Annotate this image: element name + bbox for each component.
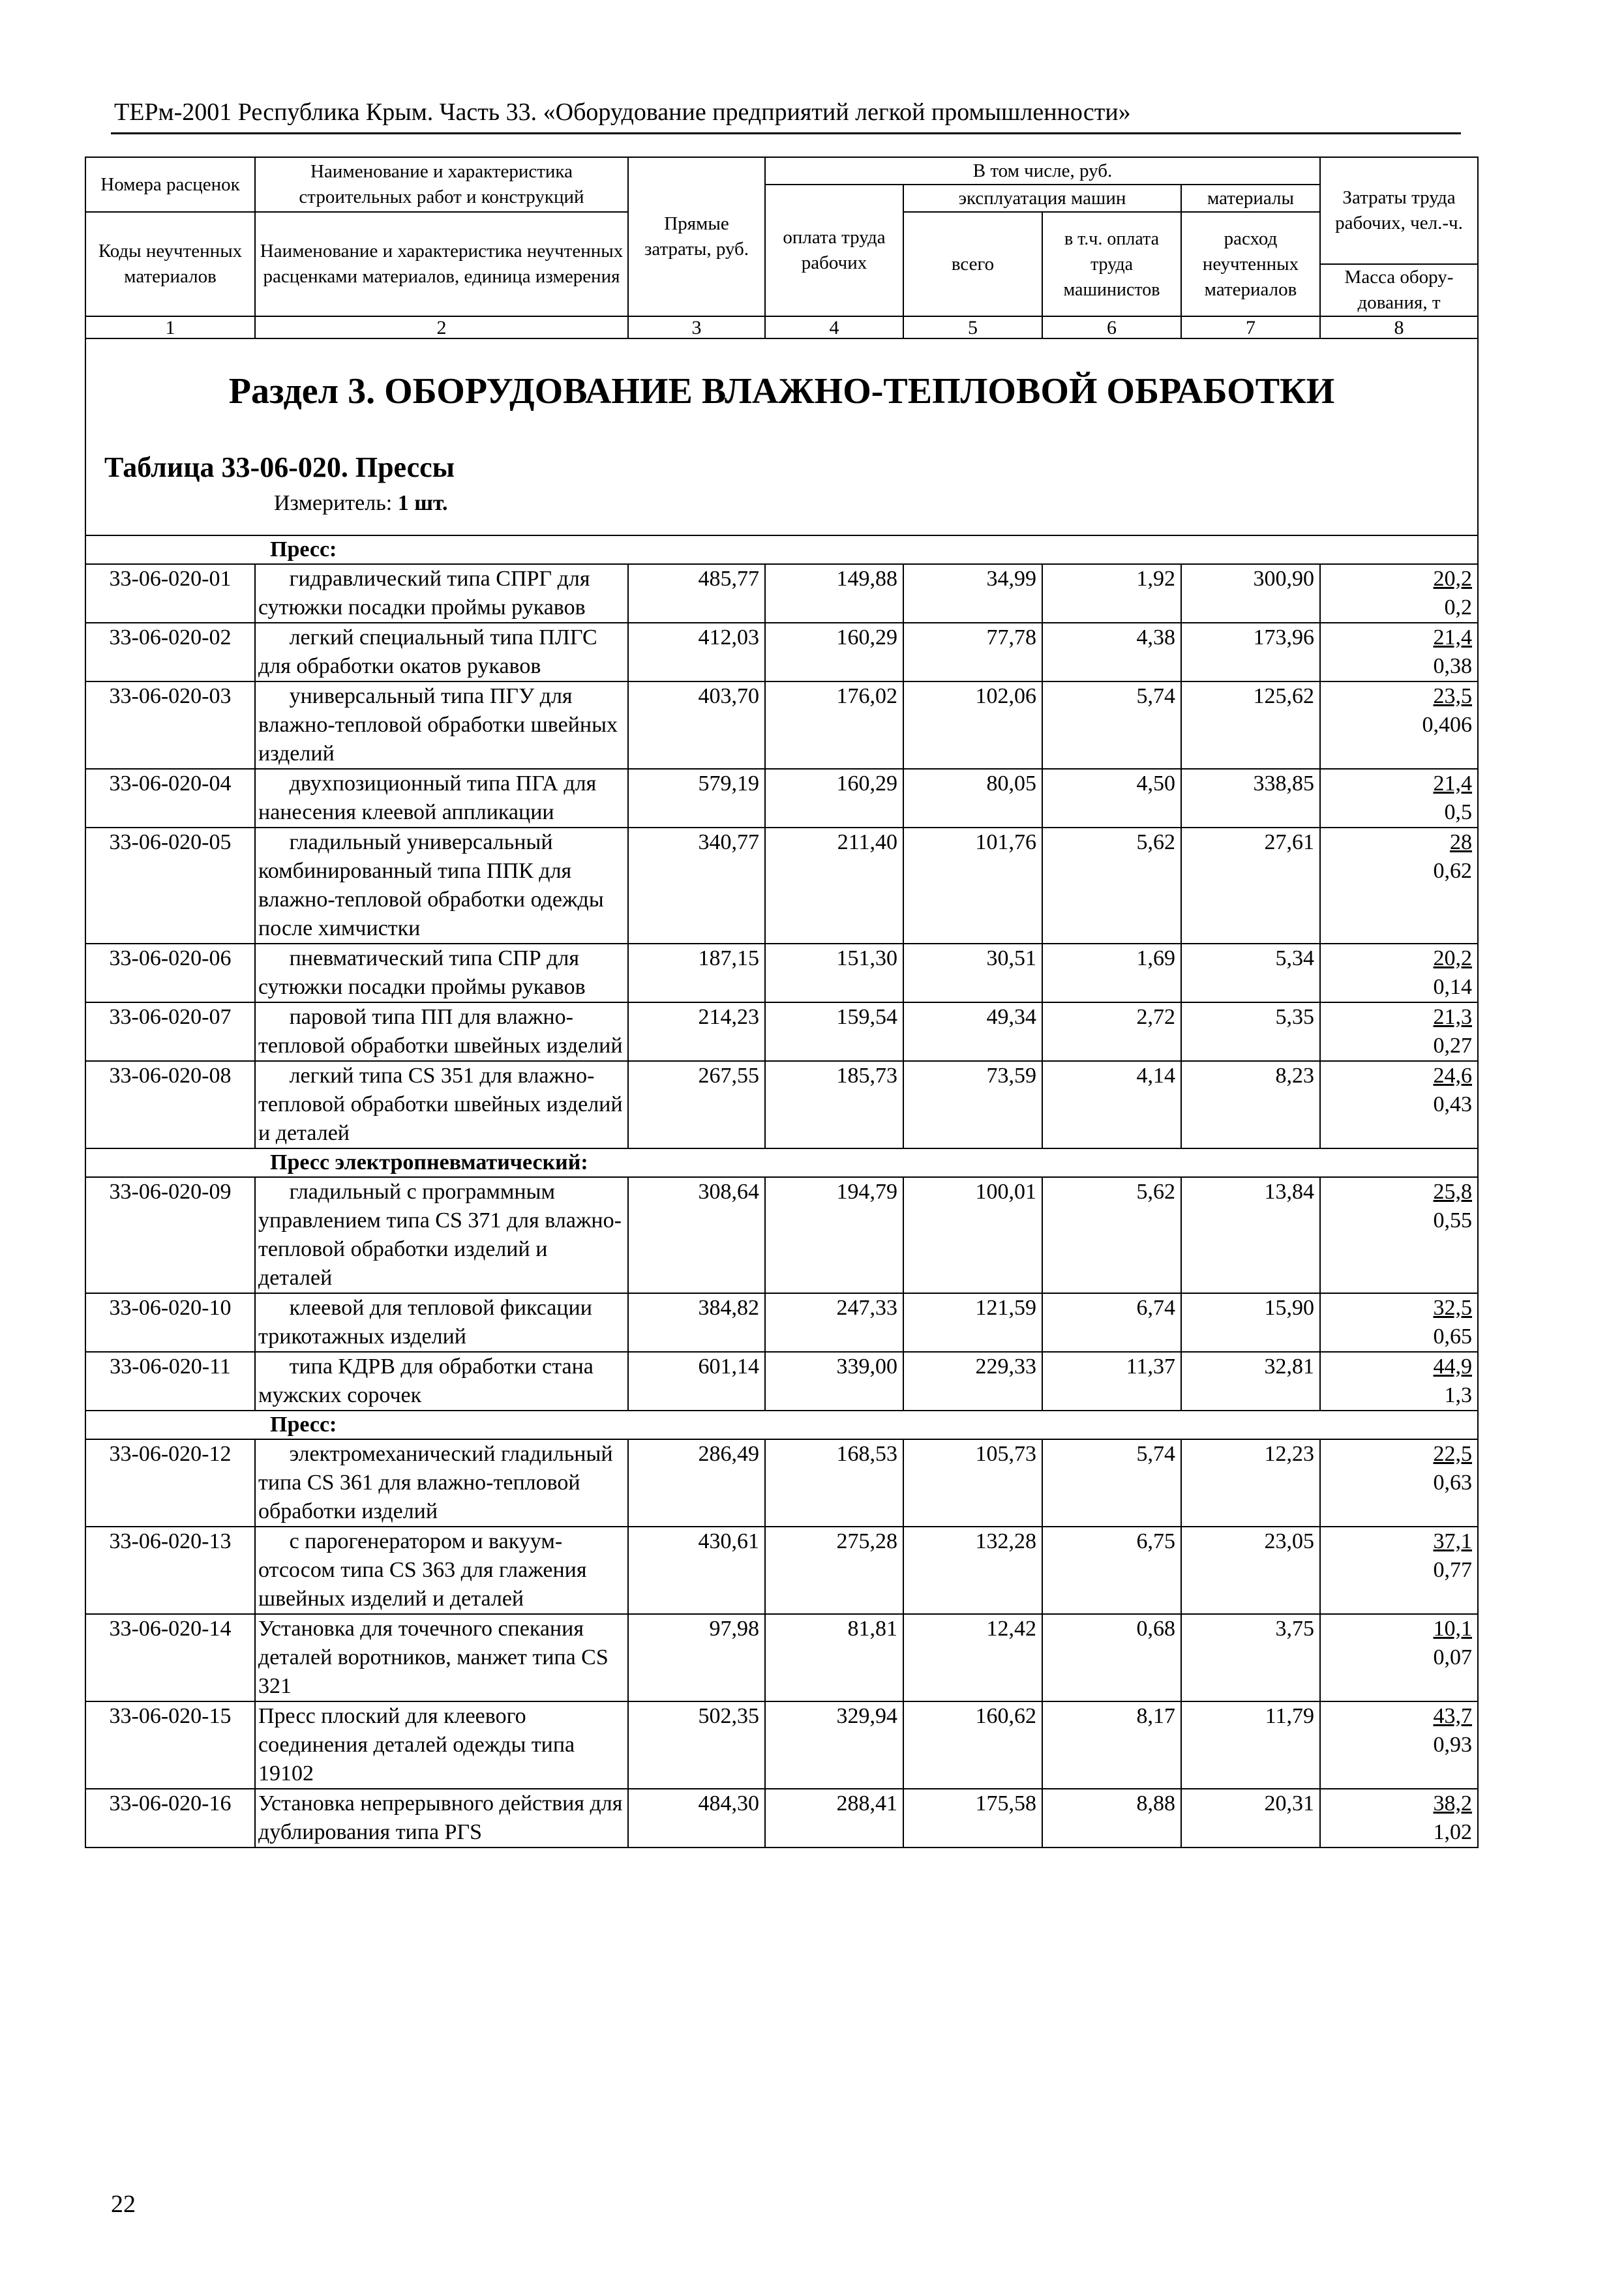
rate-name: Установка непрерывного действия для дублирования типа PГS (255, 1789, 628, 1848)
materials-cost: 15,90 (1181, 1293, 1320, 1352)
equipment-mass: 0,65 (1433, 1324, 1472, 1349)
col8-bottom-header: Масса обору- дования, т (1320, 264, 1478, 316)
materials-cost: 12,23 (1181, 1439, 1320, 1527)
materials-cost: 13,84 (1181, 1177, 1320, 1293)
including-header: В том числе, руб. (765, 157, 1320, 185)
section-title: Раздел 3. ОБОРУДОВАНИЕ ВЛАЖНО-ТЕПЛОВОЙ ОБРАБОТКИ (228, 371, 1335, 411)
rate-name: паровой типа ПП для влажно-тепловой обработки швейных изделий (255, 1002, 628, 1061)
labor-and-mass (1320, 828, 1478, 944)
machines-cost: 229,33 (903, 1352, 1042, 1411)
materials-cost: 8,23 (1181, 1061, 1320, 1148)
measure-label: Измеритель: (274, 491, 393, 515)
rate-name: двухпозиционный типа ПГА для нанесения клеевой аппликации (255, 769, 628, 828)
labor-cost: 20,2 (1433, 567, 1472, 591)
col3-header: Прямые затраты, руб. (628, 157, 765, 316)
rate-name: универсальный типа ПГУ для влажно-тепловой обработки швейных изделий (255, 681, 628, 769)
equipment-mass: 0,93 (1433, 1733, 1472, 1757)
wages-cost: 160,29 (765, 623, 903, 681)
col1-top-header: Номера расценок (85, 157, 255, 212)
rate-code: 33-06-020-09 (85, 1177, 255, 1293)
labor-cost: 21,4 (1433, 625, 1472, 650)
column-number: 7 (1181, 316, 1320, 338)
materials-cost: 5,35 (1181, 1002, 1320, 1061)
operators-cost: 5,74 (1042, 681, 1181, 769)
machines-header: эксплуатация машин (903, 185, 1181, 212)
table-row (85, 944, 1478, 1002)
rate-code: 33-06-020-04 (85, 769, 255, 828)
rate-code: 33-06-020-08 (85, 1061, 255, 1148)
col2-bottom-header: Наименование и характеристика неучтенных расценками материалов, единица измерения (255, 212, 628, 316)
materials-cost: 173,96 (1181, 623, 1320, 681)
materials-cost: 11,79 (1181, 1701, 1320, 1789)
labor-cost: 10,1 (1433, 1617, 1472, 1641)
table-row (85, 1527, 1478, 1614)
machines-cost: 105,73 (903, 1439, 1042, 1527)
rate-name: гладильный с программным управлением типа CS 371 для влажно-тепловой обработки изделий и деталей (255, 1177, 628, 1293)
direct-cost: 384,82 (628, 1293, 765, 1352)
machines-cost: 12,42 (903, 1614, 1042, 1701)
labor-cost: 22,5 (1433, 1442, 1472, 1466)
direct-cost: 485,77 (628, 564, 765, 623)
machines-cost: 175,58 (903, 1789, 1042, 1848)
col8-top-header: Затраты труда рабочих, чел.-ч. (1320, 157, 1478, 264)
section-block (85, 338, 1478, 535)
column-number: 1 (85, 316, 255, 338)
operators-cost: 4,38 (1042, 623, 1181, 681)
column-number: 6 (1042, 316, 1181, 338)
operators-cost: 6,75 (1042, 1527, 1181, 1614)
labor-and-mass (1320, 1293, 1478, 1352)
machines-cost: 132,28 (903, 1527, 1042, 1614)
materials-cost: 32,81 (1181, 1352, 1320, 1411)
materials-cost: 338,85 (1181, 769, 1320, 828)
wages-cost: 339,00 (765, 1352, 903, 1411)
labor-cost: 32,5 (1433, 1296, 1472, 1320)
labor-and-mass (1320, 1002, 1478, 1061)
machines-cost: 30,51 (903, 944, 1042, 1002)
column-number: 4 (765, 316, 903, 338)
rate-name: типа КДРВ для обработки стана мужских сорочек (255, 1352, 628, 1411)
direct-cost: 187,15 (628, 944, 765, 1002)
rate-name: с парогенератором и вакуум-отсосом типа CS 363 для глажения швейных изделий и деталей (255, 1527, 628, 1614)
labor-cost: 44,9 (1433, 1354, 1472, 1379)
direct-cost: 403,70 (628, 681, 765, 769)
equipment-mass: 0,406 (1422, 713, 1472, 737)
direct-cost: 308,64 (628, 1177, 765, 1293)
equipment-mass: 0,27 (1433, 1034, 1472, 1058)
wages-cost: 211,40 (765, 828, 903, 944)
equipment-mass: 1,3 (1444, 1383, 1472, 1407)
rate-code: 33-06-020-01 (85, 564, 255, 623)
machines-cost: 102,06 (903, 681, 1042, 769)
wages-cost: 329,94 (765, 1701, 903, 1789)
machines-cost: 34,99 (903, 564, 1042, 623)
table-row (85, 564, 1478, 623)
direct-cost: 267,55 (628, 1061, 765, 1148)
labor-cost: 24,6 (1433, 1064, 1472, 1088)
rate-code: 33-06-020-05 (85, 828, 255, 944)
materials-header: материалы (1181, 185, 1320, 212)
equipment-mass: 0,38 (1433, 654, 1472, 678)
operators-cost: 4,50 (1042, 769, 1181, 828)
materials-cost: 23,05 (1181, 1527, 1320, 1614)
equipment-mass: 0,5 (1444, 800, 1472, 824)
machines-cost: 121,59 (903, 1293, 1042, 1352)
operators-cost: 8,88 (1042, 1789, 1181, 1848)
machines-cost: 73,59 (903, 1061, 1042, 1148)
rate-name: гладильный универсальный комбинированный типа ППК для влажно-тепловой обработки одежды после химчистки (255, 828, 628, 944)
table-row (85, 681, 1478, 769)
materials-cost: 20,31 (1181, 1789, 1320, 1848)
column-number: 5 (903, 316, 1042, 338)
measure-line (274, 490, 1472, 516)
column-number: 2 (255, 316, 628, 338)
rate-code: 33-06-020-10 (85, 1293, 255, 1352)
labor-cost: 21,4 (1433, 771, 1472, 796)
table-row (85, 1177, 1478, 1293)
labor-and-mass (1320, 1439, 1478, 1527)
header-rule (111, 132, 1461, 134)
rate-code: 33-06-020-15 (85, 1701, 255, 1789)
table-row (85, 1293, 1478, 1352)
equipment-mass: 0,14 (1433, 975, 1472, 999)
wages-cost: 194,79 (765, 1177, 903, 1293)
operators-cost: 1,92 (1042, 564, 1181, 623)
labor-cost: 38,2 (1433, 1791, 1472, 1816)
table-row (85, 1789, 1478, 1848)
wages-cost: 151,30 (765, 944, 903, 1002)
col5-header: всего (903, 212, 1042, 316)
direct-cost: 340,77 (628, 828, 765, 944)
col7-header: расход неучтенных материалов (1181, 212, 1320, 316)
rate-code: 33-06-020-06 (85, 944, 255, 1002)
operators-cost: 6,74 (1042, 1293, 1181, 1352)
labor-cost: 43,7 (1433, 1704, 1472, 1728)
col1-bottom-header: Коды неучтенных материалов (85, 212, 255, 316)
labor-and-mass (1320, 944, 1478, 1002)
table-row (85, 828, 1478, 944)
rate-code: 33-06-020-16 (85, 1789, 255, 1848)
direct-cost: 484,30 (628, 1789, 765, 1848)
group-title: Пресс электропневматический: (85, 1148, 1478, 1177)
labor-and-mass (1320, 1352, 1478, 1411)
col4-header: оплата труда рабочих (765, 185, 903, 316)
page-number: 22 (111, 2191, 136, 2218)
labor-cost: 21,3 (1433, 1005, 1472, 1029)
direct-cost: 412,03 (628, 623, 765, 681)
table-row (85, 1002, 1478, 1061)
wages-cost: 185,73 (765, 1061, 903, 1148)
labor-cost: 25,8 (1433, 1180, 1472, 1204)
rate-name: Пресс плоский для клеевого соединения деталей одежды типа 19102 (255, 1701, 628, 1789)
rate-code: 33-06-020-13 (85, 1527, 255, 1614)
direct-cost: 579,19 (628, 769, 765, 828)
table-row (85, 1061, 1478, 1148)
materials-cost: 5,34 (1181, 944, 1320, 1002)
rate-code: 33-06-020-14 (85, 1614, 255, 1701)
rate-code: 33-06-020-02 (85, 623, 255, 681)
labor-and-mass (1320, 623, 1478, 681)
labor-cost: 23,5 (1433, 684, 1472, 708)
wages-cost: 247,33 (765, 1293, 903, 1352)
wages-cost: 288,41 (765, 1789, 903, 1848)
materials-cost: 300,90 (1181, 564, 1320, 623)
direct-cost: 601,14 (628, 1352, 765, 1411)
equipment-mass: 0,55 (1433, 1208, 1472, 1233)
labor-cost: 37,1 (1433, 1529, 1472, 1553)
machines-cost: 101,76 (903, 828, 1042, 944)
table-row (85, 1439, 1478, 1527)
labor-and-mass (1320, 769, 1478, 828)
labor-and-mass (1320, 1701, 1478, 1789)
machines-cost: 77,78 (903, 623, 1042, 681)
direct-cost: 430,61 (628, 1527, 765, 1614)
machines-cost: 100,01 (903, 1177, 1042, 1293)
equipment-mass: 0,43 (1433, 1092, 1472, 1116)
column-number: 8 (1320, 316, 1478, 338)
measure-value: 1 шт. (397, 491, 448, 515)
labor-and-mass (1320, 1177, 1478, 1293)
wages-cost: 81,81 (765, 1614, 903, 1701)
group-title: Пресс: (85, 1411, 1478, 1439)
direct-cost: 502,35 (628, 1701, 765, 1789)
rate-code: 33-06-020-12 (85, 1439, 255, 1527)
wages-cost: 168,53 (765, 1439, 903, 1527)
labor-and-mass (1320, 564, 1478, 623)
rate-name: Установка для точечного спекания деталей воротников, манжет типа CS 321 (255, 1614, 628, 1701)
equipment-mass: 0,07 (1433, 1645, 1472, 1669)
rate-name: электромеханический гладильный типа CS 361 для влажно-тепловой обработки изделий (255, 1439, 628, 1527)
rate-name: пневматический типа СПР для сутюжки посадки проймы рукавов (255, 944, 628, 1002)
equipment-mass: 0,77 (1433, 1558, 1472, 1582)
rate-name: легкий специальный типа ПЛГС для обработки окатов рукавов (255, 623, 628, 681)
machines-cost: 80,05 (903, 769, 1042, 828)
operators-cost: 2,72 (1042, 1002, 1181, 1061)
materials-cost: 3,75 (1181, 1614, 1320, 1701)
wages-cost: 275,28 (765, 1527, 903, 1614)
group-title: Пресс: (85, 535, 1478, 564)
direct-cost: 286,49 (628, 1439, 765, 1527)
table-row (85, 1614, 1478, 1701)
table-title: Таблица 33-06-020. Прессы (104, 451, 455, 483)
wages-cost: 149,88 (765, 564, 903, 623)
rate-name: гидравлический типа СПРГ для сутюжки посадки проймы рукавов (255, 564, 628, 623)
wages-cost: 160,29 (765, 769, 903, 828)
labor-cost: 28 (1450, 830, 1472, 854)
price-table (85, 157, 1479, 1848)
operators-cost: 11,37 (1042, 1352, 1181, 1411)
col6-header: в т.ч. оплата труда машинистов (1042, 212, 1181, 316)
direct-cost: 97,98 (628, 1614, 765, 1701)
operators-cost: 8,17 (1042, 1701, 1181, 1789)
operators-cost: 5,74 (1042, 1439, 1181, 1527)
labor-and-mass (1320, 1061, 1478, 1148)
rate-code: 33-06-020-11 (85, 1352, 255, 1411)
rate-name: клеевой для тепловой фиксации трикотажных изделий (255, 1293, 628, 1352)
operators-cost: 0,68 (1042, 1614, 1181, 1701)
table-row (85, 1352, 1478, 1411)
labor-and-mass (1320, 1789, 1478, 1848)
column-number: 3 (628, 316, 765, 338)
equipment-mass: 0,63 (1433, 1471, 1472, 1495)
equipment-mass: 1,02 (1433, 1820, 1472, 1844)
table-row (85, 769, 1478, 828)
rate-code: 33-06-020-03 (85, 681, 255, 769)
direct-cost: 214,23 (628, 1002, 765, 1061)
rate-name: легкий типа CS 351 для влажно-тепловой обработки швейных изделий и деталей (255, 1061, 628, 1148)
materials-cost: 27,61 (1181, 828, 1320, 944)
wages-cost: 159,54 (765, 1002, 903, 1061)
equipment-mass: 0,2 (1444, 595, 1472, 620)
operators-cost: 1,69 (1042, 944, 1181, 1002)
labor-and-mass (1320, 681, 1478, 769)
equipment-mass: 0,62 (1433, 859, 1472, 883)
labor-and-mass (1320, 1614, 1478, 1701)
materials-cost: 125,62 (1181, 681, 1320, 769)
labor-cost: 20,2 (1433, 946, 1472, 970)
machines-cost: 160,62 (903, 1701, 1042, 1789)
labor-and-mass (1320, 1527, 1478, 1614)
table-row (85, 1701, 1478, 1789)
col2-top-header: Наименование и характеристика строительных работ и конструкций (255, 157, 628, 212)
machines-cost: 49,34 (903, 1002, 1042, 1061)
wages-cost: 176,02 (765, 681, 903, 769)
rate-code: 33-06-020-07 (85, 1002, 255, 1061)
operators-cost: 5,62 (1042, 828, 1181, 944)
table-row (85, 623, 1478, 681)
operators-cost: 5,62 (1042, 1177, 1181, 1293)
page-header-title: ТЕРм-2001 Республика Крым. Часть 33. «Оборудование предприятий легкой промышленности» (114, 98, 1131, 126)
operators-cost: 4,14 (1042, 1061, 1181, 1148)
